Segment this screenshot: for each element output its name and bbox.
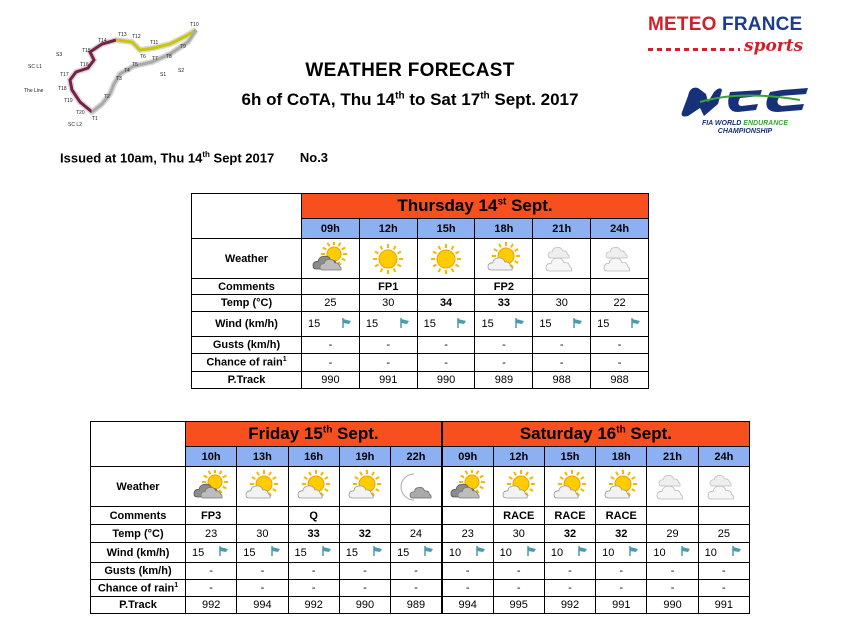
gusts-cell: - [186,563,237,580]
weather-cell [596,467,647,507]
temp-cell: 32 [544,525,595,543]
map-label: T9 [180,44,186,50]
gusts-cell: - [237,563,288,580]
gusts-cell: - [591,337,649,354]
map-label: T12 [132,34,141,40]
wec-logo [660,82,820,140]
row-label-rain [91,580,186,597]
cloudy-sun-icon [312,242,348,276]
wind-speed: 10 [448,546,462,559]
comment-cell [391,507,442,525]
weather-cell [698,467,749,507]
temp-cell: 30 [533,295,591,312]
rain-label-text: Chance of rain [97,582,175,595]
ptrack-cell: 990 [647,597,698,614]
sun-cloud-icon [347,470,383,504]
weather-cell [186,467,237,507]
wind-cell [288,543,339,563]
wind-flag-icon [475,545,487,560]
hour-cell: 22h [391,447,442,467]
comment-cell [591,279,649,295]
day-header-thursday [302,194,649,219]
rain-cell: - [493,580,544,597]
hour-cell: 09h [302,219,360,239]
wind-cell [475,312,533,337]
row-label-wind: Wind (km/h) [91,543,186,563]
weather-cell [288,467,339,507]
comment-cell: RACE [544,507,595,525]
row-label-ptrack: P.Track [91,597,186,614]
rain-cell: - [591,354,649,372]
day-sup: th [616,424,626,436]
rain-cell: - [359,354,417,372]
wec-caption-text: FIA WORLD [701,120,744,127]
hour-cell: 21h [533,219,591,239]
hour-cell: 18h [596,447,647,467]
rain-cell: - [596,580,647,597]
wind-speed: 15 [243,546,256,559]
day-text: Sept. [506,196,553,215]
rain-cell: - [339,580,390,597]
wind-speed: 15 [397,546,410,559]
rain-cell: - [288,580,339,597]
wind-cell [237,543,288,563]
map-label: T6 [140,54,146,60]
wind-cell [533,312,591,337]
gusts-cell: - [596,563,647,580]
wind-speed: 15 [597,318,610,330]
cloudy-sun-icon [193,470,229,504]
wind-cell [647,543,698,563]
wind-cell [186,543,237,563]
weather-cell [417,239,475,279]
page-subtitle [180,90,640,110]
hour-cell: 10h [186,447,237,467]
temp-cell: 24 [391,525,442,543]
rain-label-text: Chance of rain [206,356,283,369]
wec-caption-text: CHAMPIONSHIP [717,128,773,135]
subtitle-sup: th [395,90,405,102]
ptrack-cell: 992 [288,597,339,614]
corner-cell [91,422,186,467]
wind-speed: 15 [294,546,307,559]
map-label: SC L2 [68,122,82,128]
gusts-cell: - [475,337,533,354]
weather-cell [475,239,533,279]
sun-cloud-icon [552,470,588,504]
rain-cell: - [391,580,442,597]
wind-cell [544,543,595,563]
wec-caption [680,120,810,136]
wind-speed: 10 [602,546,615,559]
temp-cell: 23 [442,525,493,543]
weather-cell [302,239,360,279]
map-label: T18 [58,86,67,92]
night-cloud-icon [655,470,691,504]
map-label: T11 [150,40,159,46]
wind-speed: 15 [539,318,552,330]
wind-flag-icon [572,317,584,332]
issued-text: Sept 2017 [209,150,275,166]
ptrack-cell: 989 [391,597,442,614]
hour-cell: 19h [339,447,390,467]
hour-cell: 15h [544,447,595,467]
comment-cell [647,507,698,525]
day-text: Friday 15 [248,424,323,443]
gusts-cell: - [391,563,442,580]
comment-cell: FP2 [475,279,533,295]
row-label-weather: Weather [192,239,302,279]
wind-cell [442,543,493,563]
day-header-friday [186,422,442,447]
friday-saturday-forecast-table [90,421,750,614]
wind-flag-icon [341,317,353,332]
map-label: S1 [160,72,167,78]
wind-flag-icon [526,545,538,560]
row-label-comments: Comments [91,507,186,525]
wind-cell [698,543,749,563]
night-cloud-icon [602,242,638,276]
subtitle-text: to Sat 17 [404,90,481,109]
comment-cell: FP1 [359,279,417,295]
wind-cell [417,312,475,337]
map-label: T3 [116,76,122,82]
day-text: Sept. [625,424,672,443]
row-label-weather: Weather [91,467,186,507]
weather-cell [339,467,390,507]
rain-cell: - [475,354,533,372]
wind-flag-icon [399,317,411,332]
issue-number: No.3 [299,150,329,166]
map-label: The Line [24,88,44,94]
day-text: Sept. [332,424,379,443]
comment-cell [533,279,591,295]
map-label: T15 [82,48,91,54]
wind-cell [493,543,544,563]
wind-flag-icon [270,545,282,560]
temp-cell: 29 [647,525,698,543]
gusts-cell: - [533,337,591,354]
logo-sports: sports [744,36,804,56]
comment-cell [302,279,360,295]
hour-cell: 16h [288,447,339,467]
sun-cloud-icon [296,470,332,504]
rain-cell: - [186,580,237,597]
wind-cell [302,312,360,337]
rain-label-sup: 1 [282,356,287,364]
wind-flag-icon [630,317,642,332]
day-text: Thursday 14 [397,196,498,215]
hour-cell: 15h [417,219,475,239]
comment-cell: Q [288,507,339,525]
gusts-cell: - [417,337,475,354]
issued-line [60,150,328,165]
wind-flag-icon [680,545,692,560]
wind-speed: 15 [365,318,379,330]
rain-cell: - [237,580,288,597]
map-label: T7 [152,56,158,62]
day-sup: th [322,424,333,436]
weather-cell [591,239,649,279]
map-label: T8 [166,54,172,60]
gusts-cell: - [647,563,698,580]
hour-cell: 21h [647,447,698,467]
rain-cell: - [442,580,493,597]
gusts-cell: - [698,563,749,580]
gusts-cell: - [339,563,390,580]
ptrack-cell: 990 [339,597,390,614]
rain-cell: - [533,354,591,372]
map-label: T5 [132,62,138,68]
ptrack-cell: 992 [186,597,237,614]
comment-cell: FP3 [186,507,237,525]
row-label-gusts: Gusts (km/h) [91,563,186,580]
weather-cell [359,239,417,279]
night-cloud-icon [706,470,742,504]
gusts-cell: - [493,563,544,580]
wind-flag-icon [218,545,230,560]
ptrack-cell: 995 [493,597,544,614]
ptrack-cell: 990 [302,372,360,389]
sun-icon [428,242,464,276]
hour-cell: 18h [475,219,533,239]
wind-cell [391,543,442,563]
weather-cell [533,239,591,279]
map-label: S2 [178,68,185,74]
wind-speed: 10 [704,546,717,559]
temp-cell: 30 [493,525,544,543]
day-text: Saturday 16 [519,424,617,443]
temp-cell: 32 [596,525,647,543]
page-title: WEATHER FORECAST [305,60,515,81]
rain-label-sup: 1 [174,581,179,589]
temp-cell: 30 [359,295,417,312]
comment-cell: RACE [493,507,544,525]
weather-cell [237,467,288,507]
issued-text: Issued at 10am, Thu 14 [60,150,203,166]
ptrack-cell: 990 [417,372,475,389]
hour-cell: 24h [591,219,649,239]
ptrack-cell: 991 [596,597,647,614]
row-label-comments: Comments [192,279,302,295]
weather-cell [442,467,493,507]
comment-cell: RACE [596,507,647,525]
map-label: T2 [104,94,110,100]
gusts-cell: - [302,337,360,354]
logo-word: METEO [648,14,717,35]
sun-cloud-icon [603,470,639,504]
logo-word: FRANCE [722,14,803,35]
weather-cell [647,467,698,507]
ptrack-cell: 992 [544,597,595,614]
ptrack-cell: 994 [237,597,288,614]
wind-speed: 15 [423,318,436,330]
wind-flag-icon [372,545,384,560]
gusts-cell: - [359,337,417,354]
hour-cell: 12h [359,219,417,239]
map-label: T16 [80,62,89,68]
gusts-cell: - [442,563,493,580]
sun-cloud-icon [244,470,280,504]
night-cloud-icon [544,242,580,276]
wind-speed: 10 [653,546,666,559]
sun-cloud-icon [486,242,522,276]
logo-dashes [648,48,740,51]
temp-cell: 25 [698,525,749,543]
weather-cell [544,467,595,507]
hour-cell: 12h [493,447,544,467]
wec-emblem [660,82,820,120]
rain-cell: - [417,354,475,372]
day-sup: st [497,196,507,208]
logo-subline [648,36,823,56]
sun-cloud-icon [501,470,537,504]
wind-flag-icon [731,545,743,560]
map-label: T10 [190,22,199,28]
meteo-france-logo [648,14,823,60]
wind-speed: 15 [308,318,321,330]
temp-cell: 32 [339,525,390,543]
wind-speed: 15 [192,546,205,559]
map-label: SC L1 [28,64,42,70]
temp-cell: 22 [591,295,649,312]
wind-cell [359,312,417,337]
moon-cloud-icon [398,470,434,504]
title-block [180,60,640,110]
wind-flag-icon [456,317,468,332]
map-label: T17 [60,72,69,78]
ptrack-cell: 994 [442,597,493,614]
wind-flag-icon [628,545,640,560]
meteo-france-wordmark [648,14,823,36]
wind-speed: 15 [481,318,494,330]
corner-cell [192,194,302,239]
temp-cell: 33 [475,295,533,312]
issued-sup: th [202,150,210,159]
wec-caption-text: ENDURANCE [743,120,789,127]
rain-cell: - [544,580,595,597]
gusts-cell: - [544,563,595,580]
wind-speed: 15 [345,546,359,559]
comment-cell [698,507,749,525]
ptrack-cell: 991 [698,597,749,614]
comment-cell [339,507,390,525]
wind-flag-icon [423,545,435,560]
hour-cell: 09h [442,447,493,467]
map-label: T14 [98,38,107,44]
temp-cell: 25 [302,295,360,312]
row-label-ptrack: P.Track [192,372,302,389]
subtitle-text: 6h of CoTA, Thu 14 [241,90,396,109]
gusts-cell: - [288,563,339,580]
wind-flag-icon [321,545,333,560]
hour-cell: 24h [698,447,749,467]
day-header-saturday [442,422,750,447]
map-label: T4 [124,68,130,74]
weather-cell [493,467,544,507]
temp-cell: 33 [288,525,339,543]
weather-cell [391,467,442,507]
rain-cell: - [698,580,749,597]
row-label-wind: Wind (km/h) [192,312,302,337]
ptrack-cell: 988 [533,372,591,389]
row-label-temp: Temp (°C) [192,295,302,312]
sun-icon [370,242,406,276]
map-label: T20 [76,110,85,116]
thursday-forecast-table [191,193,649,389]
cloudy-sun-icon [450,470,486,504]
temp-cell: 23 [186,525,237,543]
comment-cell [237,507,288,525]
map-label: T13 [118,32,127,38]
wind-speed: 10 [499,546,512,559]
row-label-temp: Temp (°C) [91,525,186,543]
temp-cell: 34 [417,295,475,312]
subtitle-sup: th [480,90,490,102]
row-label-rain [192,354,302,372]
wind-speed: 10 [550,546,564,559]
map-label: S3 [56,52,63,58]
wind-flag-icon [514,317,526,332]
map-label: T19 [64,98,73,104]
hour-cell: 13h [237,447,288,467]
row-label-gusts: Gusts (km/h) [192,337,302,354]
wind-cell [339,543,390,563]
wind-cell [591,312,649,337]
wind-flag-icon [577,545,589,560]
rain-cell: - [647,580,698,597]
ptrack-cell: 988 [591,372,649,389]
temp-cell: 30 [237,525,288,543]
comment-cell [417,279,475,295]
rain-cell: - [302,354,360,372]
ptrack-cell: 989 [475,372,533,389]
map-label: T1 [92,116,98,122]
wind-cell [596,543,647,563]
comment-cell [442,507,493,525]
ptrack-cell: 991 [359,372,417,389]
subtitle-text: Sept. 2017 [489,90,579,109]
